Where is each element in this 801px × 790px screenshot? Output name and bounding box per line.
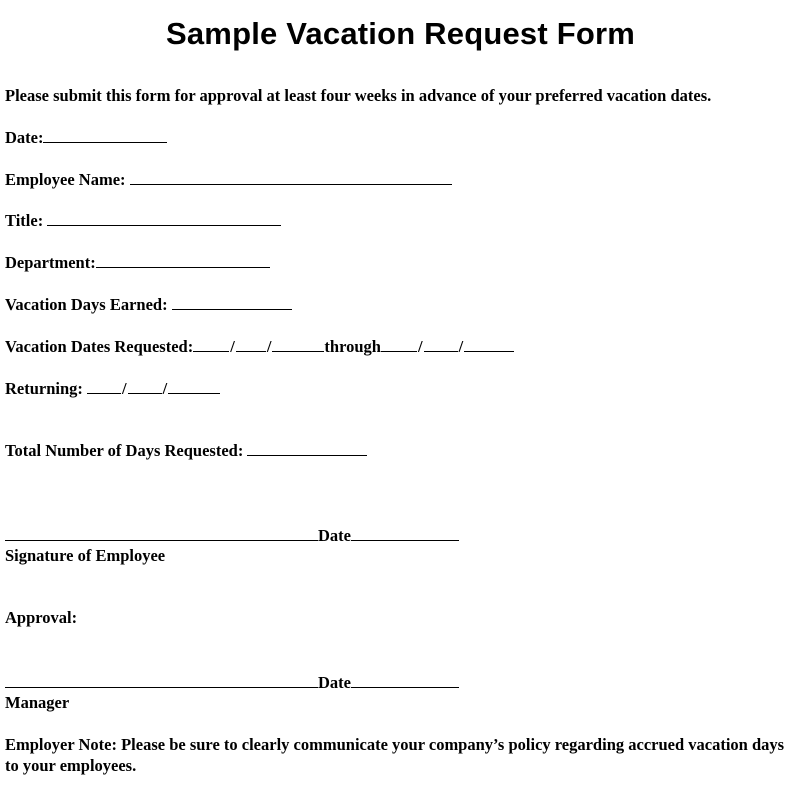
employee-name-blank[interactable] — [130, 170, 452, 185]
title-label: Title: — [5, 211, 44, 230]
return-day-blank[interactable] — [128, 379, 162, 394]
department-field — [5, 253, 270, 273]
manager-signature-blank[interactable] — [5, 673, 318, 688]
days-earned-label: Vacation Days Earned: — [5, 295, 168, 314]
days-earned-blank[interactable] — [172, 295, 292, 310]
title-field — [5, 211, 281, 231]
employee-name-label: Employee Name: — [5, 170, 126, 189]
employee-date-label: Date — [318, 526, 351, 545]
manager-date-blank[interactable] — [351, 673, 459, 688]
end-day-blank[interactable] — [424, 337, 458, 352]
returning-label: Returning: — [5, 379, 83, 398]
end-year-blank[interactable] — [464, 337, 514, 352]
return-year-blank[interactable] — [168, 379, 220, 394]
date-separator: / — [266, 337, 272, 356]
date-separator: / — [162, 379, 168, 398]
returning-field — [5, 379, 220, 399]
return-month-blank[interactable] — [87, 379, 121, 394]
page-title: Sample Vacation Request Form — [165, 16, 635, 51]
date-separator: / — [122, 379, 127, 398]
manager-date-label: Date — [318, 673, 351, 692]
manager-signature-row — [5, 673, 459, 693]
dates-requested-label: Vacation Dates Requested: — [5, 337, 194, 356]
total-days-field — [5, 441, 367, 461]
intro-text: Please submit this form for approval at least four weeks in advance of your preferred vacation dates. — [5, 86, 712, 105]
total-days-blank[interactable] — [247, 441, 367, 456]
department-blank[interactable] — [96, 253, 270, 268]
employee-name-field — [5, 170, 452, 190]
department-label: Department: — [5, 253, 96, 272]
employee-signature-label: Signature of Employee — [5, 546, 166, 565]
end-month-blank[interactable] — [381, 337, 417, 352]
date-separator: / — [230, 337, 235, 356]
date-separator: / — [417, 337, 423, 356]
date-field — [5, 128, 167, 148]
employee-signature-blank[interactable] — [5, 526, 318, 541]
start-month-blank[interactable] — [193, 337, 229, 352]
through-label: through — [324, 337, 381, 356]
date-separator: / — [458, 337, 464, 356]
days-earned-field — [5, 295, 292, 315]
employer-note: Employer Note: Please be sure to clearly communicate your company’s policy regarding accrued vacation days to your employees. — [5, 735, 785, 775]
employee-date-blank[interactable] — [351, 526, 459, 541]
total-days-label: Total Number of Days Requested: — [5, 441, 244, 460]
title-blank[interactable] — [47, 211, 281, 226]
employee-signature-row — [5, 526, 459, 546]
manager-label: Manager — [5, 693, 70, 712]
date-label: Date: — [5, 128, 44, 147]
date-blank[interactable] — [43, 128, 167, 143]
approval-label: Approval: — [5, 608, 78, 627]
dates-requested-field — [5, 337, 514, 357]
start-day-blank[interactable] — [236, 337, 266, 352]
start-year-blank[interactable] — [272, 337, 324, 352]
